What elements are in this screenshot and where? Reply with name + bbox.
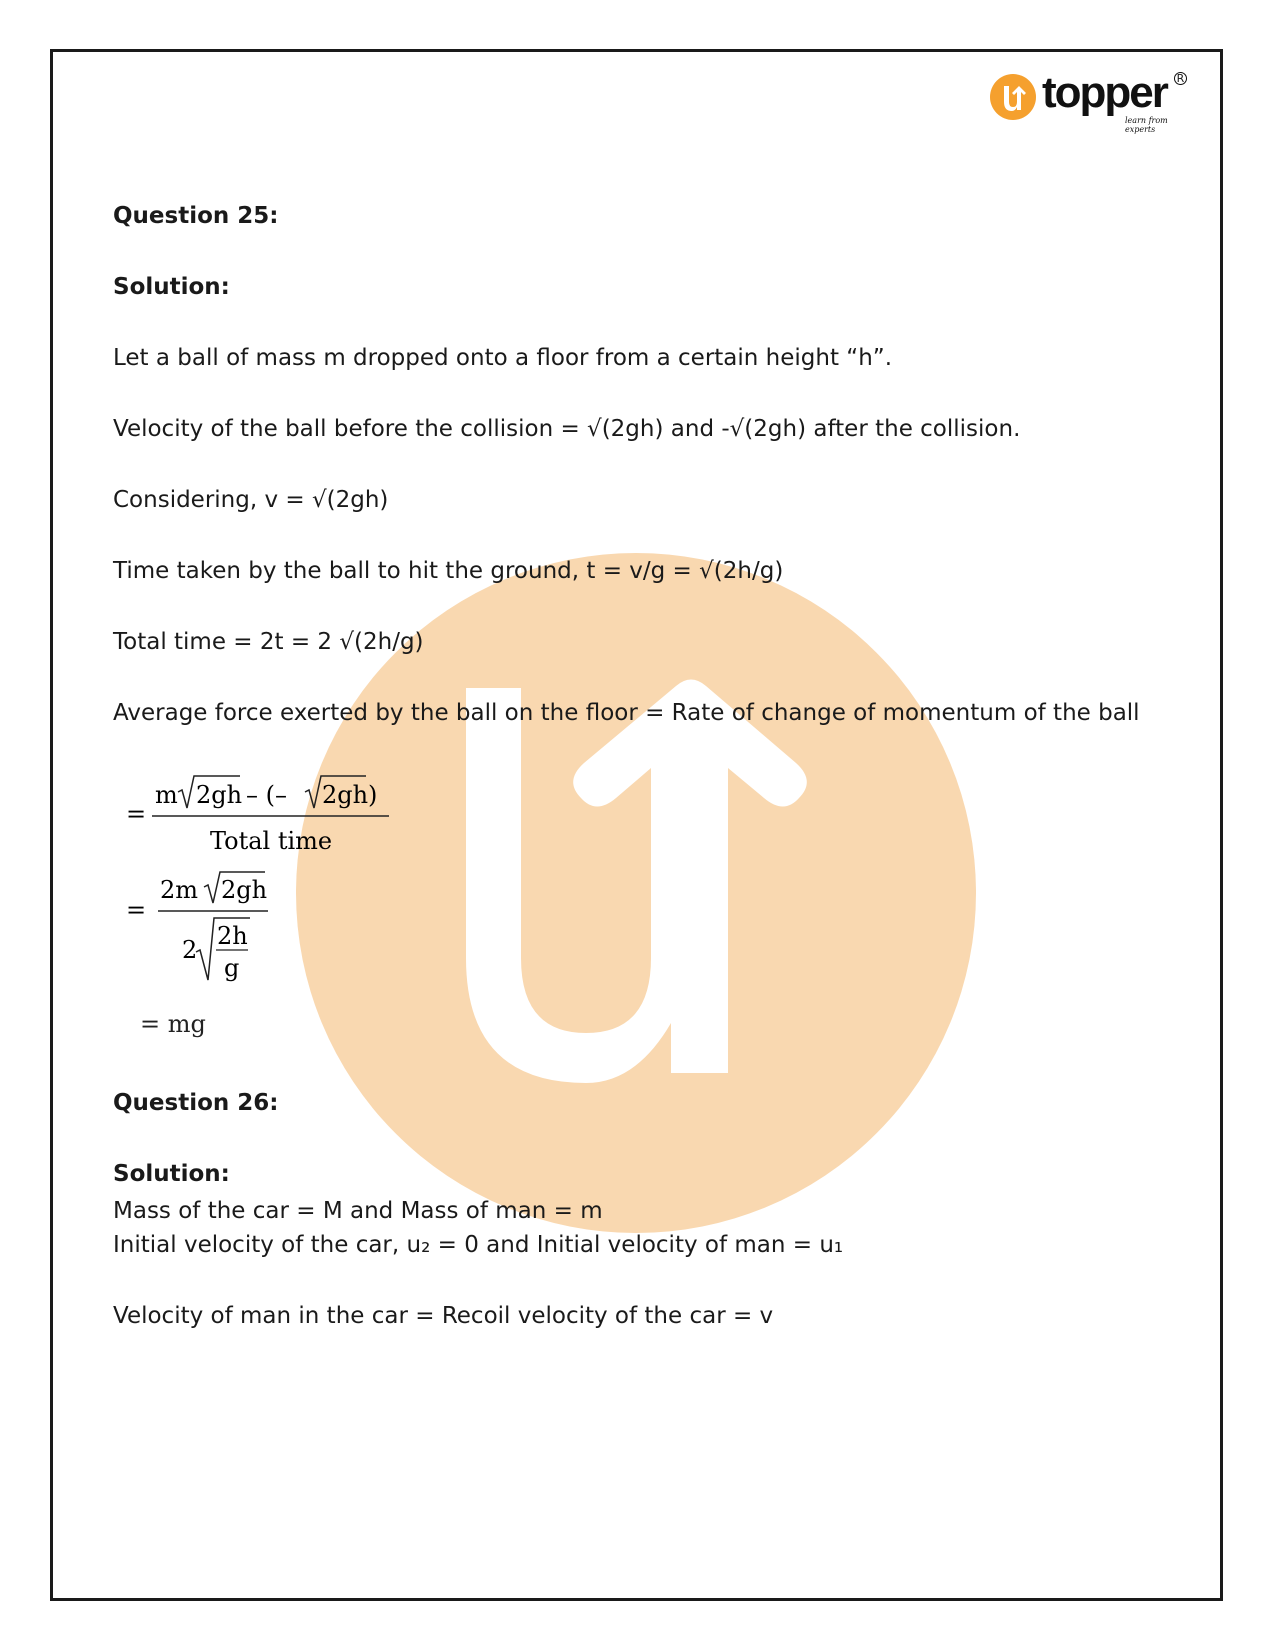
question-25-solution-label: Solution: <box>113 274 230 300</box>
paragraph: Velocity of the ball before the collision = √(2gh) and -√(2gh) after the collision. <box>113 416 1021 442</box>
equation-2 <box>122 868 322 988</box>
eq1-denominator: Total time <box>210 827 333 855</box>
eq1-num-m: m <box>155 781 178 809</box>
paragraph: Velocity of man in the car = Recoil velocity of the car = v <box>113 1303 774 1329</box>
paragraph: Total time = 2t = 2 √(2h/g) <box>113 629 424 655</box>
eq1-num-root-a: 2gh <box>196 781 243 809</box>
eq2-num-root: 2gh <box>221 876 268 904</box>
eq2-den-num: 2h <box>217 922 248 950</box>
eq1-num-end: ) <box>368 781 378 809</box>
logo-tagline: learn from experts <box>1125 116 1168 134</box>
eq1-num-root-b: 2gh <box>322 781 369 809</box>
paragraph: Time taken by the ball to hit the ground, t = v/g = √(2h/g) <box>113 558 784 584</box>
svg-text:=: = <box>126 800 147 828</box>
topper-logo <box>990 68 1190 134</box>
logo-wordmark: topper <box>1042 68 1167 117</box>
eq2-num-coef: 2m <box>160 876 199 904</box>
equation-3: = mg <box>140 1010 206 1038</box>
paragraph: Considering, v = √(2gh) <box>113 487 389 513</box>
question-25-title: Question 25: <box>113 203 279 229</box>
eq2-den-coef: 2 <box>182 936 198 964</box>
eq2-den-den: g <box>224 954 240 982</box>
equation-1 <box>122 770 402 860</box>
paragraph: Initial velocity of the car, u₂ = 0 and Initial velocity of man = u₁ <box>113 1232 844 1258</box>
question-26-solution-label: Solution: <box>113 1161 230 1187</box>
logo-u-icon <box>990 74 1036 120</box>
paragraph: Mass of the car = M and Mass of man = m <box>113 1198 603 1224</box>
registered-icon: R <box>1174 72 1187 85</box>
paragraph: Let a ball of mass m dropped onto a floor from a certain height “h”. <box>113 345 893 371</box>
eq1-num-mid: – (– <box>246 781 287 809</box>
paragraph: Average force exerted by the ball on the floor = Rate of change of momentum of the ball <box>113 700 1140 726</box>
svg-text:=: = <box>126 896 147 924</box>
question-26-title: Question 26: <box>113 1090 279 1116</box>
